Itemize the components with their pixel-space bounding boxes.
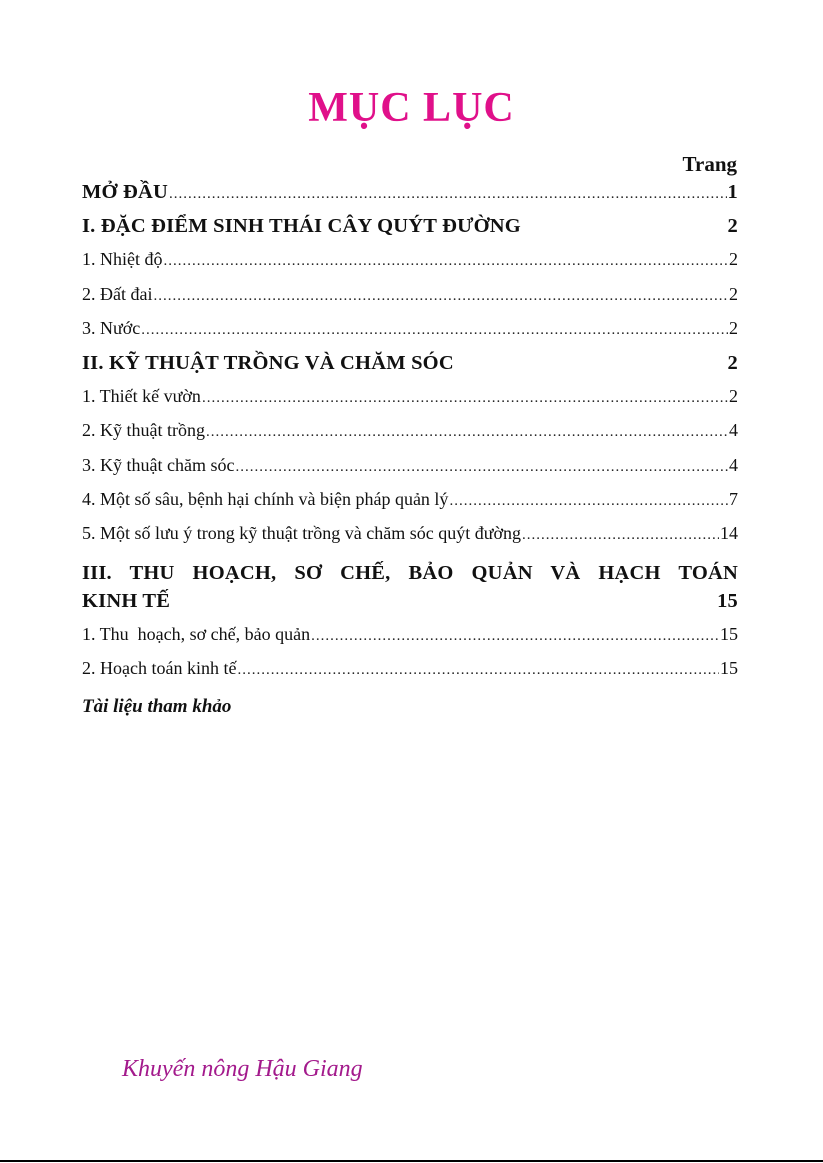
toc-entry-label: 1. Nhiệt độ [82, 249, 163, 270]
toc-entry-page: 2 [729, 249, 738, 270]
toc-entry-hoach-toan[interactable] [82, 658, 738, 692]
dot-leader [206, 424, 728, 441]
toc-entry-mo-dau[interactable] [82, 181, 738, 215]
dot-leader [164, 253, 729, 270]
toc-entry-page: 2 [729, 317, 738, 338]
dot-leader [522, 527, 719, 544]
toc-entry-label: 4. Một số sâu, bệnh hại chính và biện pháp quản lý [82, 488, 449, 509]
toc-entry-page: 14 [720, 522, 738, 543]
dot-leader [235, 459, 728, 476]
toc-entry-section-1[interactable] [82, 215, 738, 249]
toc-entry-label: III. THU HOẠCH, SƠ CHẾ, BẢO QUẢN VÀ HẠCH TOÁN [82, 562, 738, 585]
toc-entry-page: 1 [727, 181, 738, 203]
toc-entry-page: 4 [729, 454, 738, 475]
toc-entry-label: 1. Thu hoạch, sơ chế, bảo quản [82, 624, 311, 645]
toc-entry-page: 2 [727, 351, 738, 374]
dot-leader [449, 493, 728, 510]
toc-entry-section-3[interactable] [82, 557, 738, 624]
toc-entry-page: 2 [727, 215, 738, 238]
toc-entry-thiet-ke-vuon[interactable] [82, 386, 738, 420]
dot-leader [237, 662, 719, 679]
toc-entry-label: II. KỸ THUẬT TRỒNG VÀ CHĂM SÓC [82, 351, 454, 374]
toc-entry-label: 3. Kỹ thuật chăm sóc [82, 454, 235, 475]
toc-entry-page: 2 [729, 386, 738, 407]
dot-leader [153, 288, 728, 305]
toc-entry-label: I. ĐẶC ĐIỂM SINH THÁI CÂY QUÝT ĐƯỜNG [82, 215, 521, 238]
toc-entry-label: MỞ ĐẦU [82, 181, 169, 203]
bottom-rule [0, 1160, 823, 1162]
dot-leader [169, 186, 727, 203]
toc-entry-page: 15 [717, 590, 738, 613]
toc-entry-section-2[interactable] [82, 352, 738, 386]
dot-leader [202, 390, 728, 407]
toc-entry-nuoc[interactable] [82, 318, 738, 352]
toc-entry-thu-hoach[interactable] [82, 624, 738, 658]
table-of-contents [82, 181, 738, 722]
toc-entry-sau-benh[interactable] [82, 489, 738, 523]
page-title: MỤC LỤC [308, 85, 515, 131]
toc-entry-label-continued: KINH TẾ [82, 590, 171, 613]
dot-leader [311, 628, 719, 645]
toc-entry-ky-thuat-trong[interactable] [82, 420, 738, 454]
footer-brand: Khuyến nông Hậu Giang [122, 1056, 363, 1082]
toc-entry-label: 1. Thiết kế vườn [82, 386, 201, 407]
toc-entry-luu-y[interactable] [82, 523, 738, 557]
toc-entry-label: 2. Đất đai [82, 283, 153, 304]
toc-entry-label: 3. Nước [82, 317, 141, 338]
toc-entry-page: 2 [729, 283, 738, 304]
toc-entry-page: 7 [729, 488, 738, 509]
toc-entry-dat-dai[interactable] [82, 284, 738, 318]
toc-entry-ky-thuat-cham-soc[interactable] [82, 455, 738, 489]
dot-leader [141, 322, 728, 339]
toc-entry-references[interactable]: Tài liệu tham khảo [82, 696, 232, 718]
toc-entry-page: 4 [729, 420, 738, 441]
toc-entry-label: 2. Hoạch toán kinh tế [82, 658, 237, 679]
toc-entry-nhiet-do[interactable] [82, 249, 738, 283]
page-column-label: Trang [682, 152, 737, 176]
toc-entry-page: 15 [720, 624, 738, 645]
toc-entry-page: 15 [720, 658, 738, 679]
toc-entry-label: 5. Một số lưu ý trong kỹ thuật trồng và chăm sóc quýt đường [82, 522, 521, 543]
toc-entry-label: 2. Kỹ thuật trồng [82, 420, 205, 441]
